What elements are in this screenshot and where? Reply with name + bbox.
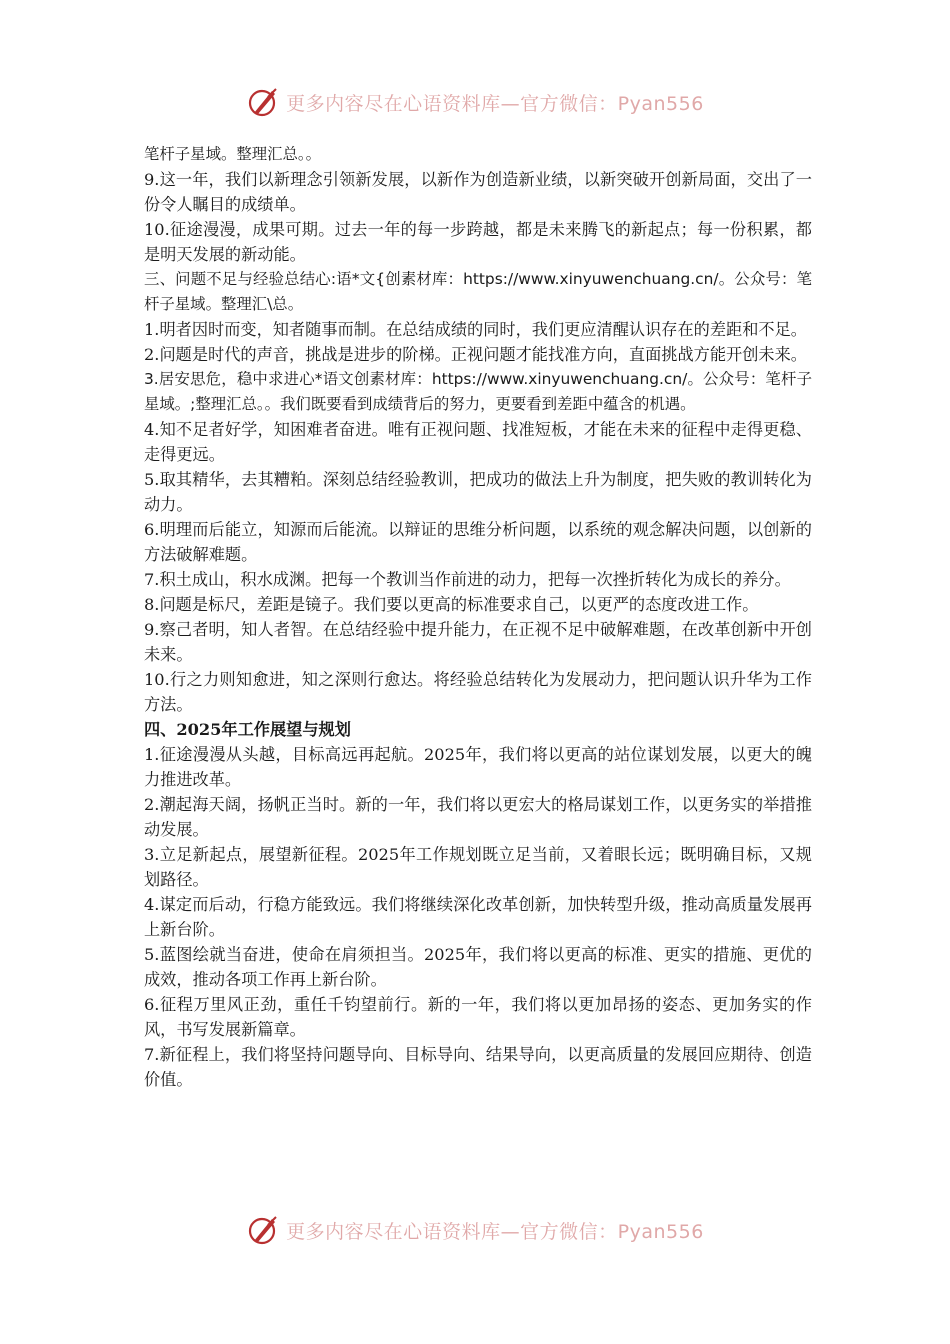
header-banner-text: 更多内容尽在心语资料库—官方微信：Pyan556 [286,92,704,115]
paragraph: 10.行之力则知愈进，知之深则行愈达。将经验总结转化为发展动力，把问题认识升华为工作方法。 [144,670,812,714]
footer-banner [0,1208,950,1252]
paragraph: 4.知不足者好学，知困难者奋进。唯有正视问题、找准短板，才能在未来的征程中走得更稳、走得更远。 [144,420,812,464]
paragraph: 5.蓝图绘就当奋进，使命在肩须担当。2025年，我们将以更高的标准、更实的措施、更优的成效，推动各项工作再上新台阶。 [144,945,812,989]
paragraph: 6.明理而后能立，知源而后能流。以辩证的思维分析问题，以系统的观念解决问题，以创新的方法破解难题。 [144,520,812,564]
paragraph: 5.取其精华，去其糟粕。深刻总结经验教训，把成功的做法上升为制度，把失败的教训转化为动力。 [144,470,812,514]
quill-logo-icon [246,85,280,119]
document-body [144,142,812,1092]
footer-banner-text: 更多内容尽在心语资料库—官方微信：Pyan556 [286,1220,704,1243]
header-banner [0,80,950,124]
paragraph: 2.问题是时代的声音，挑战是进步的阶梯。正视问题才能找准方向，直面挑战方能开创未来。 [144,345,807,364]
paragraph: 7.积土成山，积水成渊。把每一个教训当作前进的动力，把每一次挫折转化为成长的养分。 [144,570,791,589]
paragraph: 9.察己者明，知人者智。在总结经验中提升能力，在正视不足中破解难题，在改革创新中开创未来。 [144,620,812,664]
section-heading-3: 三、问题不足与经验总结心:语*文{创素材库：https://www.xinyuwenchuang.cn/。公众号：笔杆子星域。整理汇\总。 [144,270,812,313]
paragraph: 9.这一年，我们以新理念引领新发展，以新作为创造新业绩，以新突破开创新局面，交出了一份令人瞩目的成绩单。 [144,170,812,214]
paragraph: 笔杆子星域。整理汇总。。 [144,145,321,163]
paragraph: 3.立足新起点，展望新征程。2025年工作规划既立足当前，又着眼长远；既明确目标，又规划路径。 [144,845,812,889]
paragraph: 2.潮起海天阔，扬帆正当时。新的一年，我们将以更宏大的格局谋划工作，以更务实的举措推动发展。 [144,795,812,839]
paragraph: 3.居安思危，稳中求进心*语文创素材库：https://www.xinyuwenchuang.cn/。公众号：笔杆子星域。;整理汇总。。我们既要看到成绩背后的努力，更要看到差距中蕴含的机遇。 [144,370,812,413]
paragraph: 6.征程万里风正劲，重任千钧望前行。新的一年，我们将以更加昂扬的姿态、更加务实的作风，书写发展新篇章。 [144,995,812,1039]
paragraph: 7.新征程上，我们将坚持问题导向、目标导向、结果导向，以更高质量的发展回应期待、创造价值。 [144,1045,812,1089]
paragraph: 4.谋定而后动，行稳方能致远。我们将继续深化改革创新，加快转型升级，推动高质量发展再上新台阶。 [144,895,812,939]
quill-logo-icon [246,1213,280,1247]
paragraph: 8.问题是标尺，差距是镜子。我们要以更高的标准要求自己，以更严的态度改进工作。 [144,595,759,614]
paragraph: 1.征途漫漫从头越，目标高远再起航。2025年，我们将以更高的站位谋划发展，以更大的魄力推进改革。 [144,745,812,789]
paragraph: 1.明者因时而变，知者随事而制。在总结成绩的同时，我们更应清醒认识存在的差距和不足。 [144,320,807,339]
section-heading-4: 四、2025年工作展望与规划 [144,720,351,739]
paragraph: 10.征途漫漫，成果可期。过去一年的每一步跨越，都是未来腾飞的新起点；每一份积累，都是明天发展的新动能。 [144,220,812,264]
